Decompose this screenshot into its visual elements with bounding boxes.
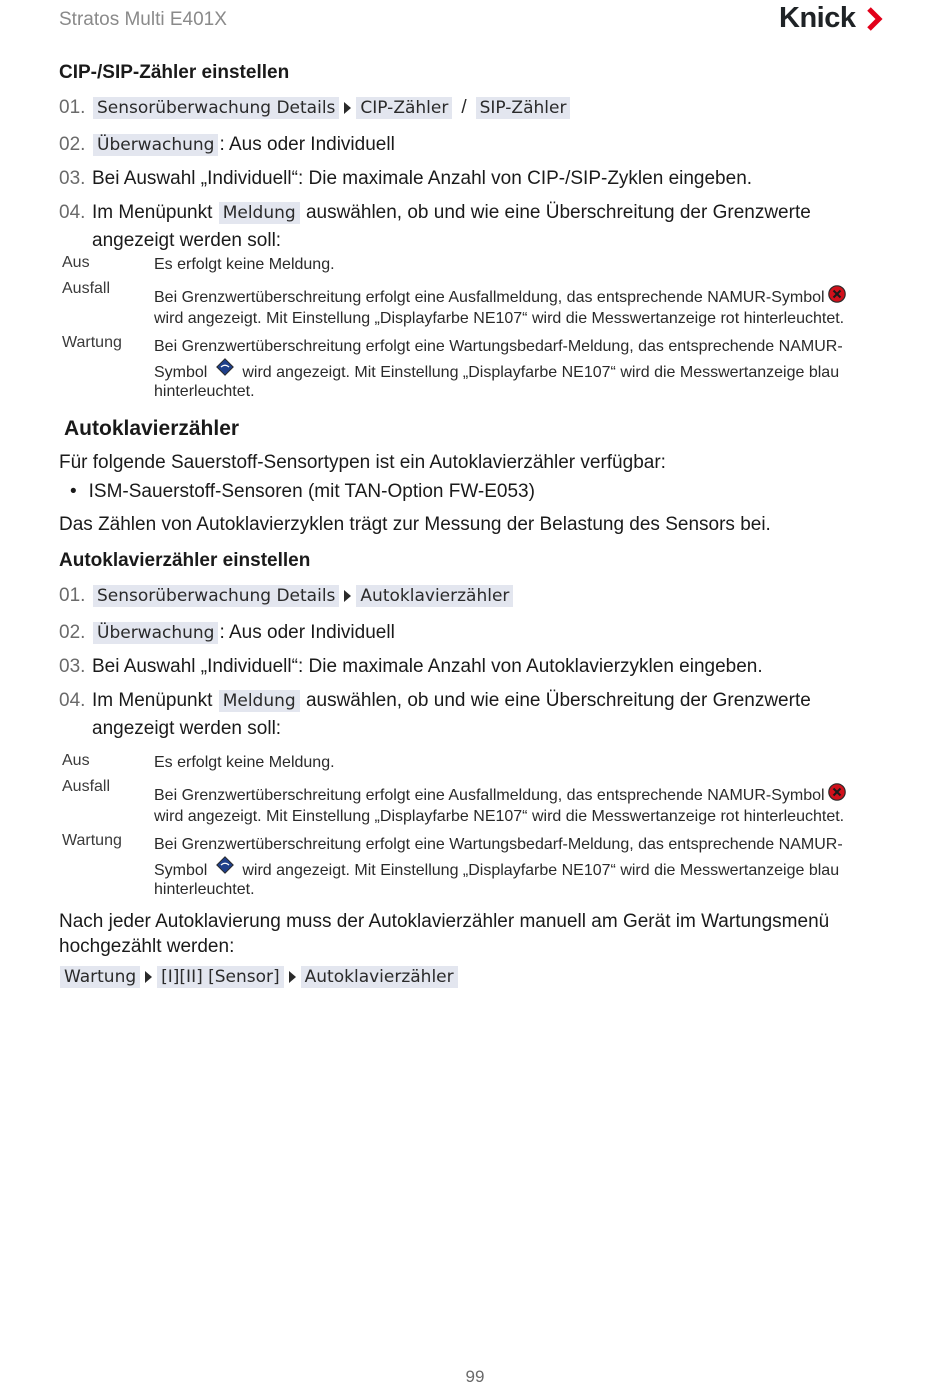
auto-step-4 (59, 687, 889, 742)
def-term-ausfall: Ausfall (62, 778, 111, 795)
cip-step-4 (59, 199, 889, 254)
step-number: 02. (59, 622, 86, 643)
def-term-ausfall: Ausfall (62, 280, 111, 297)
step-number: 04. (59, 690, 86, 711)
step-number: 01. (59, 97, 86, 118)
def-desc-wartung-line2a: Symbol (154, 862, 208, 879)
menu-key-autoclave-counter: Autoklavierzähler (356, 585, 513, 607)
namur-failure-icon (828, 783, 846, 801)
menu-key-sip-counter: SIP-Zähler (476, 97, 571, 119)
slash-separator: / (461, 97, 467, 118)
def-desc-wartung-line2b: wird angezeigt. Mit Einstellung „Displayfarbe NE107“ wird die Messwertanzeige blau (242, 862, 840, 879)
def-desc-ausfall (154, 785, 854, 827)
def-desc-wartung-line1: Bei Grenzwertüberschreitung erfolgt eine Wartungsbedarf-Meldung, das entsprechende NAMUR- (154, 836, 843, 853)
menu-key-sensor: [I][II] [Sensor] (157, 966, 284, 988)
def-term-aus: Aus (62, 254, 90, 271)
step-text-post: auswählen, ob und wie eine Überschreitung der Grenzwerte angezeigt werden soll: (92, 202, 811, 251)
def-desc-ausfall-line2: wird angezeigt. Mit Einstellung „Displayfarbe NE107“ wird die Messwertanzeige rot hinterleuchtet. (154, 808, 845, 825)
def-desc-wartung-line2a: Symbol (154, 364, 208, 381)
step-text: : Aus oder Individuell (219, 134, 395, 155)
step-number: 03. (59, 656, 86, 677)
menu-arrow-icon (145, 971, 152, 983)
step-text-pre: Im Menüpunkt (92, 202, 213, 223)
menu-key-monitoring: Überwachung (93, 134, 218, 156)
closing-para: Nach jeder Autoklavierung muss der Autoklavierzähler manuell am Gerät im Wartungsmenü hochgezählt werden: (59, 911, 830, 957)
def-desc-wartung (154, 832, 854, 884)
menu-key-cip-counter: CIP-Zähler (356, 97, 452, 119)
menu-arrow-icon (344, 102, 351, 114)
def-desc-ausfall-line1: Bei Grenzwertüberschreitung erfolgt eine Ausfallmeldung, das entsprechende NAMUR-Symbol (154, 787, 825, 804)
namur-failure-icon (828, 285, 846, 303)
cip-step-1 (59, 94, 889, 122)
def-desc-wartung (154, 334, 854, 386)
document-title: Stratos Multi E401X (59, 9, 227, 30)
logo-text: Knick (779, 2, 856, 34)
step-text-pre: Im Menüpunkt (92, 690, 213, 711)
def-desc-ausfall-line2: wird angezeigt. Mit Einstellung „Displayfarbe NE107“ wird die Messwertanzeige rot hinterleuchtet. (154, 310, 845, 327)
step-text-post: auswählen, ob und wie eine Überschreitung der Grenzwerte angezeigt werden soll: (92, 690, 811, 739)
menu-key-maintenance: Wartung (60, 966, 140, 988)
menu-key-message: Meldung (219, 690, 300, 712)
def-desc-ausfall (154, 287, 854, 329)
namur-maintenance-icon (216, 358, 234, 376)
page-number: 99 (465, 1367, 485, 1386)
menu-arrow-icon (344, 590, 351, 602)
def-desc-wartung-line1: Bei Grenzwertüberschreitung erfolgt eine Wartungsbedarf-Meldung, das entsprechende NAMUR- (154, 338, 843, 355)
menu-key-sensor-details: Sensorüberwachung Details (93, 585, 339, 607)
menu-arrow-icon (289, 971, 296, 983)
step-number: 04. (59, 202, 86, 223)
def-term-wartung: Wartung (62, 832, 122, 849)
auto-step-2 (59, 619, 889, 647)
list-item (70, 481, 535, 503)
list-item-text: ISM-Sauerstoff-Sensoren (mit TAN-Option FW-E053) (88, 481, 535, 502)
namur-maintenance-icon (216, 856, 234, 874)
def-desc-aus: Es erfolgt keine Meldung. (154, 256, 335, 273)
def-term-aus: Aus (62, 752, 90, 769)
def-desc-aus: Es erfolgt keine Meldung. (154, 754, 335, 771)
def-desc-wartung-line2b: wird angezeigt. Mit Einstellung „Displayfarbe NE107“ wird die Messwertanzeige blau (242, 364, 840, 381)
menu-key-autoclave-counter: Autoklavierzähler (301, 966, 458, 988)
cip-step-2 (59, 131, 889, 159)
menu-path (59, 966, 459, 988)
bullet-dot: • (70, 481, 77, 502)
section-heading-cip: CIP-/SIP-Zähler einstellen (59, 62, 290, 83)
step-text: Bei Auswahl „Individuell“: Die maximale Anzahl von CIP-/SIP-Zyklen eingeben. (92, 168, 753, 189)
section-heading-autoclave: Autoklavierzähler (64, 417, 240, 440)
section-heading-autoclave-setup: Autoklavierzähler einstellen (59, 550, 311, 571)
autoclave-intro: Für folgende Sauerstoff-Sensortypen ist ein Autoklavierzähler verfügbar: (59, 452, 666, 473)
step-text: : Aus oder Individuell (219, 622, 395, 643)
auto-step-3 (59, 653, 889, 680)
def-desc-wartung-line3: hinterleuchtet. (154, 881, 255, 898)
auto-step-1 (59, 582, 889, 610)
step-text: Bei Auswahl „Individuell“: Die maximale Anzahl von Autoklavierzyklen eingeben. (92, 656, 763, 677)
step-number: 01. (59, 585, 86, 606)
menu-key-sensor-details: Sensorüberwachung Details (93, 97, 339, 119)
menu-key-message: Meldung (219, 202, 300, 224)
def-desc-wartung-line3: hinterleuchtet. (154, 383, 255, 400)
autoclave-para: Das Zählen von Autoklavierzyklen trägt zur Messung der Belastung des Sensors bei. (59, 514, 771, 535)
step-number: 02. (59, 134, 86, 155)
def-term-wartung: Wartung (62, 334, 122, 351)
cip-step-3 (59, 165, 889, 192)
step-number: 03. (59, 168, 86, 189)
def-desc-ausfall-line1: Bei Grenzwertüberschreitung erfolgt eine Ausfallmeldung, das entsprechende NAMUR-Symbol (154, 289, 825, 306)
menu-key-monitoring: Überwachung (93, 622, 218, 644)
chevron-right-icon (863, 5, 885, 33)
brand-logo (779, 2, 885, 35)
